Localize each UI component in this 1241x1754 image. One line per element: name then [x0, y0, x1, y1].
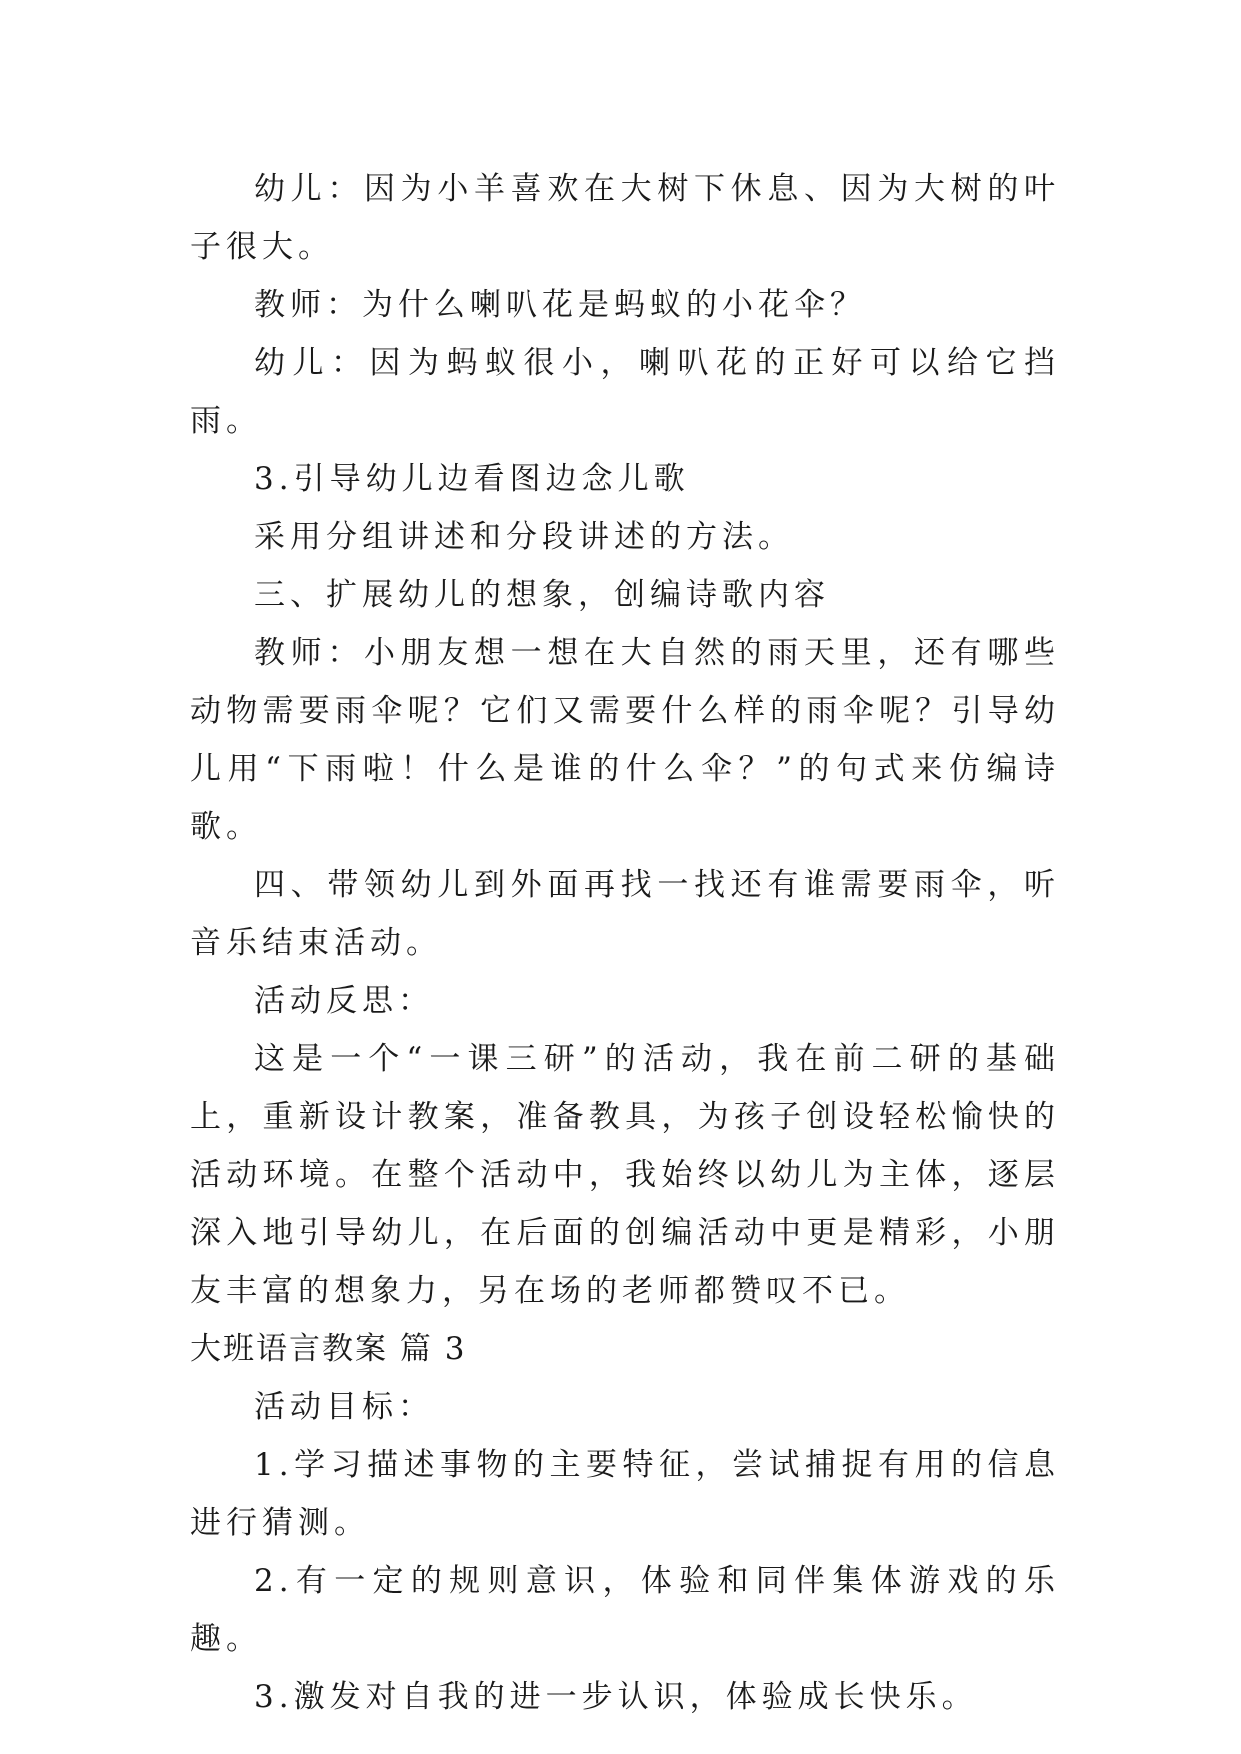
paragraph-goal-3: 3.激发对自我的进一步认识，体验成长快乐。 — [254, 1679, 978, 1715]
paragraph-step-3: 3.引导幼儿边看图边念儿歌 — [254, 461, 690, 497]
paragraph-goal-2: 2.有一定的规则意识，体验和同伴集体游戏的乐趣。 — [190, 1563, 1060, 1657]
section-heading: 大班语言教案 篇 3 — [190, 1331, 467, 1367]
paragraph-reflection-label: 活动反思： — [254, 983, 434, 1019]
paragraph-reflection-body: 这是一个“一课三研”的活动，我在前二研的基础上，重新设计教案，准备教具，为孩子创设轻松愉快的活动环境。在整个活动中，我始终以幼儿为主体，逐层深入地引导幼儿，在后面的创编活动中更是精彩，小朋友丰富的想象力，另在场的老师都赞叹不已。 — [190, 1041, 1060, 1309]
document-page — [190, 160, 1060, 1726]
paragraph-section-3: 三、扩展幼儿的想象，创编诗歌内容 — [254, 577, 830, 613]
paragraph-teacher-question-morning-glory: 教师：为什么喇叭花是蚂蚁的小花伞？ — [254, 287, 866, 323]
paragraph-teacher-prompt: 教师：小朋友想一想在大自然的雨天里，还有哪些动物需要雨伞呢？它们又需要什么样的雨伞呢？引导幼儿用“下雨啦！什么是谁的什么伞？”的句式来仿编诗歌。 — [190, 635, 1060, 845]
paragraph-child-answer-ant: 幼儿：因为蚂蚁很小，喇叭花的正好可以给它挡雨。 — [190, 345, 1060, 439]
paragraph-section-4: 四、带领幼儿到外面再找一找还有谁需要雨伞，听音乐结束活动。 — [190, 867, 1060, 961]
paragraph-goal-1: 1.学习描述事物的主要特征，尝试捕捉有用的信息进行猜测。 — [190, 1447, 1060, 1541]
paragraph-child-answer-tree: 幼儿：因为小羊喜欢在大树下休息、因为大树的叶子很大。 — [190, 171, 1060, 265]
paragraph-method: 采用分组讲述和分段讲述的方法。 — [254, 519, 794, 555]
paragraph-goals-label: 活动目标： — [254, 1389, 434, 1425]
